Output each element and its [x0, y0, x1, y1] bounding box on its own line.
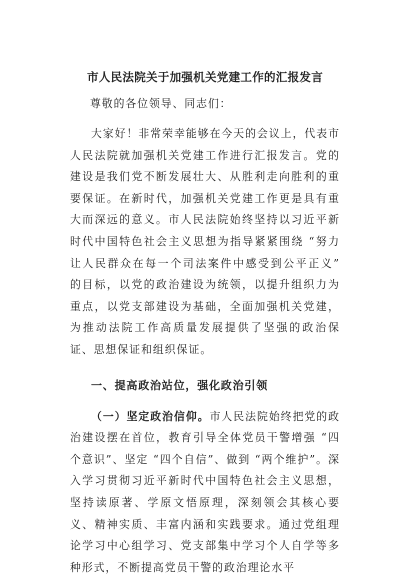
salutation: 尊敬的各位领导、同志们： — [90, 97, 232, 110]
subsection-paragraph — [70, 406, 340, 579]
intro-paragraph: 大家好！非常荣幸能够在今天的会议上，代表市人民法院就加强机关党建工作进行汇报发言。党的建设是我们党不断发展壮大、从胜利走向胜利的重要保证。在新时代，加强机关党建工作更是具有重大而深远的意义。市人民法院始终坚持以习近平新时代中国特色社会主义思想为指导紧紧围绕 “努力让人民群众在每一个司法案件中感受到公平正义” 的目标，以党的政治建设为统领，以提升组织力为重点，以党支部建设为基础，全面加强机关党建，为推动法院工作高质量发展提供了坚强的政治保证、思想保证和组织保证。 — [70, 127, 340, 356]
subsection-body: 市人民法院始终把党的政治建设摆在首位，教育引导全体党员干警增强 “四个意识”、坚定 “四个自信”、做到 “两个维护”。深入学习贯彻习近平新时代中国特色社会主义思想，坚持读原著、学原文悟原理，深刻领会其核心要义、精神实质、丰富内涵和实践要求。通过党组理论学习中心组学习、党支部集中学习个人自学等多种形式，不断提高党员干警的政治理论水平 — [70, 409, 340, 574]
document-title: 市人民法院关于加强机关党建工作的汇报发言 — [87, 70, 323, 84]
section-heading: 一、提高政治站位，强化政治引领 — [91, 378, 268, 392]
subsection-label: （一）坚定政治信仰。 — [91, 409, 210, 423]
